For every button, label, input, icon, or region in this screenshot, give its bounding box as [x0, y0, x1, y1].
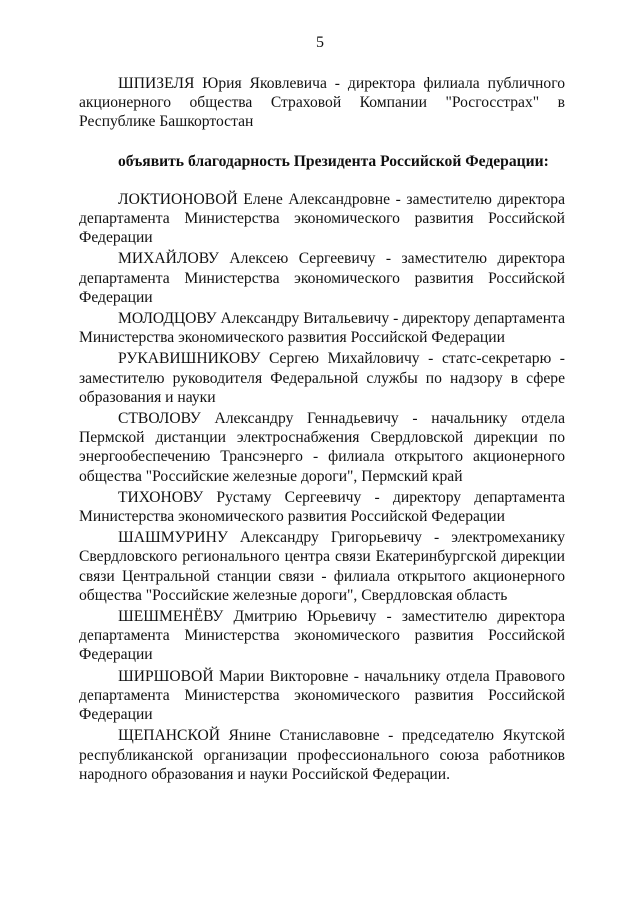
intro-paragraph: ШПИЗЕЛЯ Юрия Яковлевича - директора филиала публичного акционерного общества Страховой Компании "Росгосстрах" в Республике Башкортостан	[79, 75, 565, 131]
recipient-paragraph: ШАШМУРИНУ Александру Григорьевичу - электромеханику Свердловского регионального центра связи Екатеринбургской дирекции связи Центральной станции связи - филиала открытого акционерного общества "Российские железные дороги", Свердловская область	[79, 529, 565, 604]
recipient-paragraph: ШЕШМЕНЁВУ Дмитрию Юрьевичу - заместителю директора департамента Министерства экономического развития Российской Федерации	[79, 608, 565, 664]
page-number: 5	[316, 34, 324, 51]
recipient-paragraph: МИХАЙЛОВУ Алексею Сергеевичу - заместителю директора департамента Министерства экономического развития Российской Федерации	[79, 250, 565, 306]
section-heading: объявить благодарность Президента Российской Федерации:	[118, 152, 549, 170]
recipient-paragraph: МОЛОДЦОВУ Александру Витальевичу - директору департамента Министерства экономического развития Российской Федерации	[79, 310, 565, 347]
recipient-paragraph: ЩЕПАНСКОЙ Янине Станиславовне - председателю Якутской республиканской организации профессионального союза работников народного образования и науки Российской Федерации.	[79, 727, 565, 783]
recipient-paragraph: СТВОЛОВУ Александру Геннадьевичу - начальнику отдела Пермской дистанции электроснабжения Свердловской дирекции по энергообеспечению Трансэнерго - филиала открытого акционерного общества "Российские железные дороги", Пермский край	[79, 410, 565, 485]
recipient-paragraph: ШИРШОВОЙ Марии Викторовне - начальнику отдела Правового департамента Министерства экономического развития Российской Федерации	[79, 667, 565, 724]
document-body	[79, 74, 565, 784]
recipient-paragraph: ТИХОНОВУ Рустаму Сергеевичу - директору департамента Министерства экономического развития Российской Федерации	[79, 488, 565, 526]
recipient-paragraph: РУКАВИШНИКОВУ Сергею Михайловичу - статс-секретарю - заместителю руководителя Федеральной службы по надзору в сфере образования и науки	[79, 350, 565, 406]
recipient-paragraph: ЛОКТИОНОВОЙ Елене Александровне - заместителю директора департамента Министерства экономического развития Российской Федерации	[79, 190, 565, 247]
